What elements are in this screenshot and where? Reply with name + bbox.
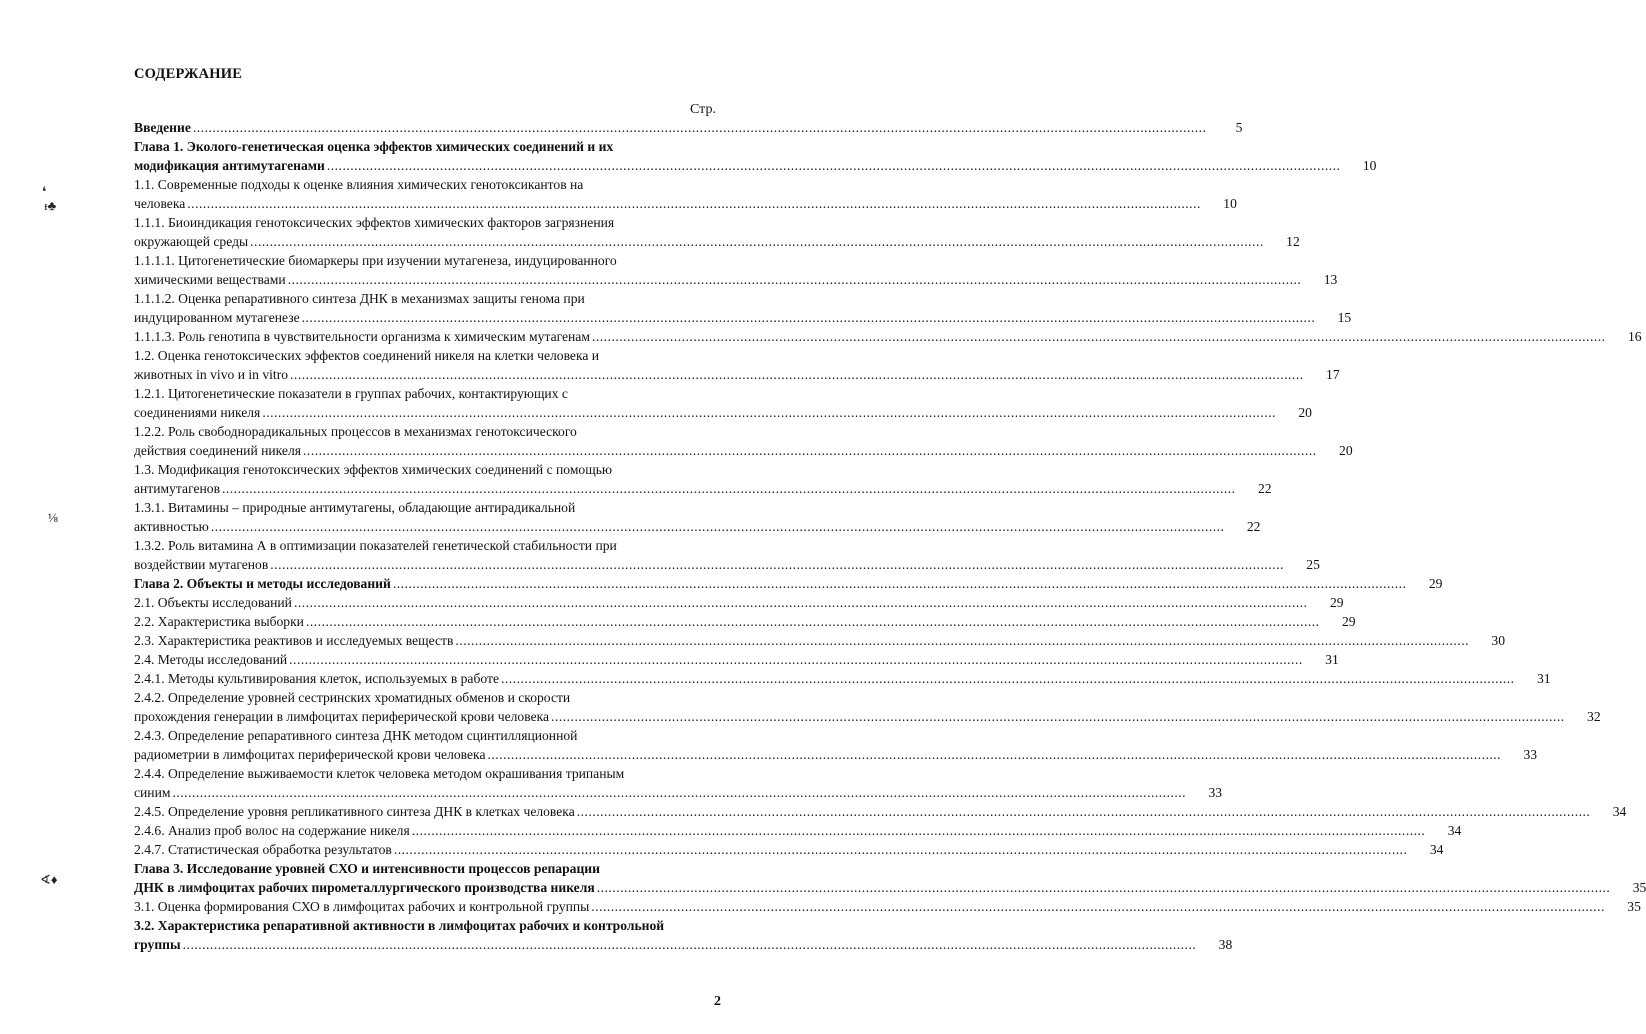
toc-page-number: 13 — [1323, 272, 1338, 287]
dot-leader: .................................................................................................................................................................................................................................................................... — [289, 652, 1303, 667]
toc-entry[interactable] — [134, 631, 1505, 650]
toc-page-number: 38 — [1218, 937, 1233, 952]
toc-entry-text: 1.3.1. Витамины – природные антимутагены, обладающие антирадикальной — [134, 500, 576, 515]
toc-entry-text: 1.1.1.2. Оценка репаративного синтеза ДНК в механизмах защиты генома при — [134, 291, 585, 306]
toc-page-number: 29 — [1341, 614, 1356, 629]
toc-page-number: 20 — [1339, 443, 1353, 458]
page-number: 2 — [714, 994, 721, 1009]
toc-page-number: 15 — [1337, 310, 1352, 325]
dot-leader: .................................................................................................................................................................................................................................................................... — [293, 595, 1308, 610]
dot-leader: .................................................................................................................................................................................................................................................................... — [192, 120, 1207, 135]
toc-entry[interactable] — [134, 726, 1538, 764]
toc-entry[interactable] — [134, 346, 1340, 384]
toc-entry-text: химическими веществами — [134, 272, 286, 287]
toc-entry-text: 2.4.5. Определение уровня репликативного синтеза ДНК в клетках человека — [134, 804, 575, 819]
toc-entry[interactable] — [134, 327, 1642, 346]
toc-entry-text: 2.4.3. Определение репаративного синтеза ДНК методом сцинтилляционной — [134, 728, 578, 743]
dot-leader: .................................................................................................................................................................................................................................................................... — [301, 310, 1316, 325]
toc-entry[interactable] — [134, 669, 1551, 688]
toc-page-number: 34 — [1447, 823, 1462, 838]
toc-page-number: 22 — [1246, 519, 1261, 534]
dot-leader: .................................................................................................................................................................................................................................................................... — [411, 823, 1426, 838]
toc-entry-text: животных in vivo и in vitro — [134, 367, 289, 382]
toc-entry-text: 2.4. Методы исследований — [134, 652, 288, 667]
toc-entry-text: модификация антимутагенами — [134, 158, 325, 173]
table-of-contents — [134, 118, 1646, 954]
toc-entry-text: 1.1.1.3. Роль генотипа в чувствительности организма к химическим мутагенам — [134, 329, 590, 344]
toc-entry[interactable] — [134, 859, 1646, 897]
dot-leader: .................................................................................................................................................................................................................................................................... — [187, 196, 1201, 211]
toc-entry-text: 1.1.1.1. Цитогенетические биомаркеры при изучении мутагенеза, индуцированного — [134, 253, 617, 268]
toc-page-number: 33 — [1208, 785, 1223, 800]
toc-entry-text: группы — [134, 937, 181, 952]
toc-page-number: 35 — [1627, 899, 1641, 914]
toc-page-number: 10 — [1223, 196, 1237, 211]
toc-page-number: 29 — [1329, 595, 1344, 610]
toc-entry-text: 1.1. Современные подходы к оценке влияния химических генотоксикантов на — [134, 177, 584, 192]
toc-entry[interactable] — [134, 137, 1377, 175]
toc-entry[interactable] — [134, 802, 1627, 821]
toc-entry[interactable] — [134, 897, 1641, 916]
dot-leader: .................................................................................................................................................................................................................................................................... — [393, 842, 1408, 857]
toc-entry-text: 2.4.6. Анализ проб волос на содержание никеля — [134, 823, 410, 838]
dot-leader: .................................................................................................................................................................................................................................................................... — [182, 937, 1197, 952]
dot-leader: .................................................................................................................................................................................................................................................................... — [210, 519, 1225, 534]
toc-entry[interactable] — [134, 422, 1353, 460]
toc-entry-text: 2.4.2. Определение уровней сестринских хроматидных обменов и скорости — [134, 690, 571, 705]
dot-leader: .................................................................................................................................................................................................................................................................... — [500, 671, 1515, 686]
toc-page-number: 31 — [1325, 652, 1339, 667]
dot-leader: .................................................................................................................................................................................................................................................................... — [305, 614, 1320, 629]
toc-page-number: 34 — [1612, 804, 1627, 819]
margin-mark: ∢♦ — [40, 872, 58, 887]
toc-page-number: 30 — [1491, 633, 1505, 648]
toc-page-number: 12 — [1286, 234, 1300, 249]
toc-entry-text: действия соединений никеля — [134, 443, 302, 458]
toc-entry-text: Глава 2. Объекты и методы исследований — [134, 576, 391, 591]
dot-leader: .................................................................................................................................................................................................................................................................... — [596, 880, 1611, 895]
toc-page-number: 25 — [1306, 557, 1320, 572]
toc-entry-text: 2.4.7. Статистическая обработка результатов — [134, 842, 392, 857]
toc-entry[interactable] — [134, 840, 1444, 859]
toc-entry[interactable] — [134, 821, 1462, 840]
toc-entry-text: 2.3. Характеристика реактивов и исследуемых веществ — [134, 633, 454, 648]
toc-page-number: 17 — [1326, 367, 1340, 382]
toc-page-number: 33 — [1523, 747, 1538, 762]
toc-entry-text: Введение — [134, 120, 191, 135]
toc-entry[interactable] — [134, 916, 1233, 954]
toc-entry-text: 2.4.4. Определение выживаемости клеток человека методом окрашивания трипаным — [134, 766, 625, 781]
page-column-label: Стр. — [690, 102, 716, 117]
dot-leader: .................................................................................................................................................................................................................................................................... — [287, 272, 1302, 287]
toc-entry[interactable] — [134, 688, 1601, 726]
toc-page-number: 10 — [1362, 158, 1377, 173]
toc-entry[interactable] — [134, 612, 1356, 631]
margin-mark: ❛ — [42, 184, 47, 199]
dot-leader: .................................................................................................................................................................................................................................................................... — [270, 557, 1284, 572]
toc-entry-text: Глава 3. Исследование уровней СХО и интенсивности процессов репарации — [134, 861, 600, 876]
toc-page-number: 34 — [1429, 842, 1444, 857]
toc-entry-text: 1.2.2. Роль свободнорадикальных процессов в механизмах генотоксического — [134, 424, 577, 439]
toc-entry-text: воздействии мутагенов — [134, 557, 269, 572]
toc-entry[interactable] — [134, 460, 1272, 498]
toc-entry-text: индуцированном мутагенезе — [134, 310, 300, 325]
dot-leader: .................................................................................................................................................................................................................................................................... — [262, 405, 1276, 420]
page-title: СОДЕРЖАНИЕ — [134, 66, 243, 82]
dot-leader: .................................................................................................................................................................................................................................................................... — [591, 329, 1606, 344]
toc-entry[interactable] — [134, 593, 1344, 612]
toc-entry[interactable] — [134, 118, 1243, 137]
toc-entry-text: 1.1.1. Биоиндикация генотоксических эффектов химических факторов загрязнения — [134, 215, 615, 230]
dot-leader: .................................................................................................................................................................................................................................................................... — [290, 367, 1304, 382]
toc-page-number: 22 — [1257, 481, 1272, 496]
toc-page-number: 5 — [1235, 120, 1243, 135]
dot-leader: .................................................................................................................................................................................................................................................................... — [455, 633, 1469, 648]
toc-entry[interactable] — [134, 289, 1352, 327]
dot-leader: .................................................................................................................................................................................................................................................................... — [250, 234, 1264, 249]
dot-leader: .................................................................................................................................................................................................................................................................... — [172, 785, 1187, 800]
toc-entry-text: ДНК в лимфоцитах рабочих пирометаллургического производства никеля — [134, 880, 595, 895]
dot-leader: .................................................................................................................................................................................................................................................................... — [303, 443, 1317, 458]
dot-leader: .................................................................................................................................................................................................................................................................... — [392, 576, 1407, 591]
toc-entry-text: 2.4.1. Методы культивирования клеток, используемых в работе — [134, 671, 499, 686]
toc-entry-text: 1.2.1. Цитогенетические показатели в группах рабочих, контактирующих с — [134, 386, 568, 401]
toc-entry[interactable] — [134, 650, 1339, 669]
toc-entry-text: 2.1. Объекты исследований — [134, 595, 292, 610]
toc-entry-text: 1.3. Модификация генотоксических эффектов химических соединений с помощью — [134, 462, 613, 477]
toc-entry-text: 3.1. Оценка формирования СХО в лимфоцитах рабочих и контрольной группы — [134, 899, 590, 914]
toc-page-number: 31 — [1536, 671, 1551, 686]
toc-entry-text: 1.2. Оценка генотоксических эффектов соединений никеля на клетки человека и — [134, 348, 600, 363]
toc-entry-text: Глава 1. Эколого-генетическая оценка эффектов химических соединений и их — [134, 139, 614, 154]
toc-entry-text: активностью — [134, 519, 209, 534]
dot-leader: .................................................................................................................................................................................................................................................................... — [551, 709, 1565, 724]
toc-entry[interactable] — [134, 175, 1237, 213]
toc-page-number: 20 — [1298, 405, 1312, 420]
margin-mark: ᵻ♣ — [44, 198, 57, 213]
toc-entry-text: синим — [134, 785, 171, 800]
dot-leader: .................................................................................................................................................................................................................................................................... — [326, 158, 1341, 173]
toc-entry-text: прохождения генерации в лимфоцитах периферической крови человека — [134, 709, 550, 724]
toc-entry[interactable] — [134, 574, 1443, 593]
toc-entry-text: 3.2. Характеристика репаративной активности в лимфоцитах рабочих и контрольной — [134, 918, 665, 933]
toc-entry-text: 2.2. Характеристика выборки — [134, 614, 304, 629]
toc-entry-text: антимутагенов — [134, 481, 220, 496]
toc-entry[interactable] — [134, 213, 1300, 251]
toc-entry-text: человека — [134, 196, 186, 211]
toc-page-number: 35 — [1632, 880, 1646, 895]
toc-entry-text: окружающей среды — [134, 234, 249, 249]
toc-entry-text: 1.3.2. Роль витамина А в оптимизации показателей генетической стабильности при — [134, 538, 617, 553]
toc-entry[interactable] — [134, 384, 1312, 422]
toc-page-number: 32 — [1587, 709, 1601, 724]
dot-leader: .................................................................................................................................................................................................................................................................... — [591, 899, 1605, 914]
dot-leader: .................................................................................................................................................................................................................................................................... — [221, 481, 1236, 496]
toc-page-number: 16 — [1627, 329, 1642, 344]
toc-entry-text: радиометрии в лимфоцитах периферической крови человека — [134, 747, 486, 762]
toc-entry[interactable] — [134, 764, 1223, 802]
dot-leader: .................................................................................................................................................................................................................................................................... — [487, 747, 1502, 762]
margin-mark: ⅛ — [48, 510, 58, 525]
toc-entry[interactable] — [134, 536, 1320, 574]
toc-entry-text: соединениями никеля — [134, 405, 261, 420]
toc-entry[interactable] — [134, 251, 1338, 289]
toc-page-number: 29 — [1428, 576, 1443, 591]
dot-leader: .................................................................................................................................................................................................................................................................... — [576, 804, 1591, 819]
toc-entry[interactable] — [134, 498, 1261, 536]
